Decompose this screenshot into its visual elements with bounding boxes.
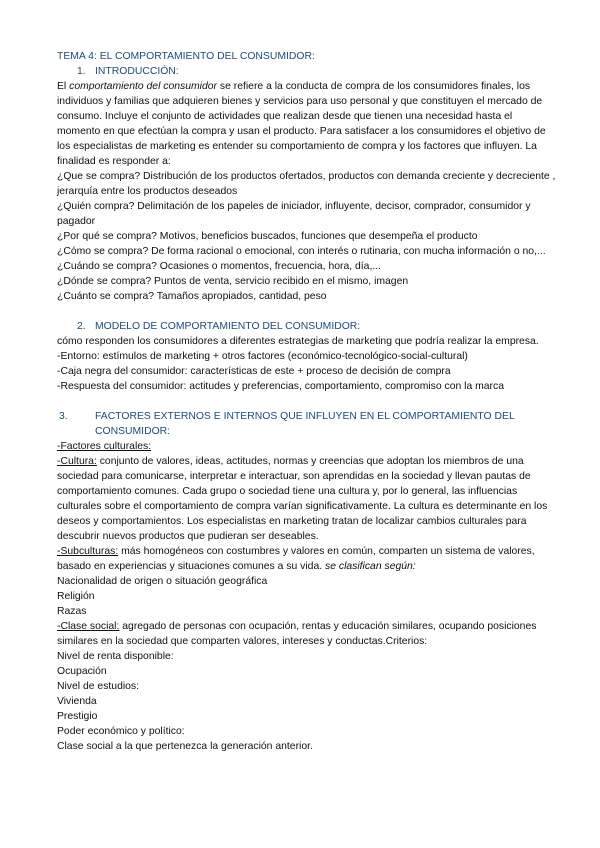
question-cuando: ¿Cuándo se compra? Ocasiones o momentos, frecuencia, hora, día,...: [57, 261, 382, 272]
intro-pre: El: [57, 81, 70, 92]
criterio-item: Vivienda: [57, 696, 97, 707]
subcultura-item: Razas: [57, 606, 87, 617]
section-2-heading: [57, 319, 557, 334]
criterio-item: Poder económico y político:: [57, 726, 185, 737]
document-page: [57, 49, 557, 754]
intro-italic-term: comportamiento del consumidor: [69, 81, 217, 92]
criterio-item: Nivel de estudios:: [57, 681, 140, 692]
criterio-item: Nivel de renta disponible:: [57, 651, 174, 662]
model-caja-negra: -Caja negra del consumidor: características de este + proceso de decisión de compra: [57, 366, 451, 377]
subculturas-paragraph: [57, 544, 557, 574]
section-1-heading: [57, 64, 557, 79]
cultura-label: -Cultura:: [57, 456, 97, 467]
cultura-text: conjunto de valores, ideas, actitudes, normas y creencias que adoptan los miembros de una sociedad para comunicarse, interpretar e interactuar, son aprendidas en la sociedad y llevan pautas de comportamiento comunes. Cada grupo o sociedad tiene una cultura y, por lo general, las influencias culturales sobre el comportamiento de compra varían significativamente. La cultura es determinante en los deseos y comportamientos. Los especialistas en marketing tratan de localizar cambios culturales para descubrir nuevos productos que pudieran ser deseables.: [57, 456, 548, 542]
factores-culturales-label: -Factores culturales:: [57, 441, 152, 452]
document-title: TEMA 4: EL COMPORTAMIENTO DEL CONSUMIDOR:: [57, 51, 315, 62]
section-3-number: 3.: [59, 411, 68, 422]
subcultura-item: Nacionalidad de origen o situación geográfica: [57, 576, 268, 587]
model-paragraph: cómo responden los consumidores a diferentes estrategias de marketing que podría realizar la empresa.: [57, 336, 539, 347]
section-1-title: INTRODUCCIÓN:: [95, 66, 179, 77]
section-2-title: MODELO DE COMPORTAMIENTO DEL CONSUMIDOR:: [95, 321, 361, 332]
intro-paragraph: [57, 79, 557, 169]
subcultura-item: Religión: [57, 591, 95, 602]
question-cuanto: ¿Cuánto se compra? Tamaños apropiados, cantidad, peso: [57, 291, 327, 302]
criterio-item: Prestigio: [57, 711, 98, 722]
model-respuesta: -Respuesta del consumidor: actitudes y preferencias, comportamiento, compromiso con la marca: [57, 381, 504, 392]
criterio-item: Clase social a la que pertenezca la generación anterior.: [57, 741, 313, 752]
subculturas-label: -Subculturas:: [57, 546, 119, 557]
clase-social-paragraph: [57, 619, 557, 649]
clase-social-text: agregado de personas con ocupación, rentas y educación similares, ocupando posiciones similares en la sociedad que comparten valores, intereses y conductas.Criterios:: [57, 621, 537, 647]
section-2-number: 2.: [77, 321, 86, 332]
model-entorno: -Entorno: estímulos de marketing + otros factores (económico-tecnológico-social-cultural): [57, 351, 468, 362]
cultura-paragraph: [57, 454, 557, 544]
criterio-item: Ocupación: [57, 666, 107, 677]
section-3-title: FACTORES EXTERNOS E INTERNOS QUE INFLUYEN EN EL COMPORTAMIENTO DEL CONSUMIDOR:: [95, 411, 515, 437]
subculturas-text: más homogéneos con costumbres y valores en común, comparten un sistema de valores, basado en experiencias y situaciones comunes a su vida.: [57, 546, 535, 572]
question-por-que: ¿Por qué se compra? Motivos, beneficios buscados, funciones que desempeña el producto: [57, 231, 478, 242]
question-donde: ¿Dónde se compra? Puntos de venta, servicio recibido en el mismo, imagen: [57, 276, 409, 287]
question-como: ¿Cómo se compra? De forma racional o emocional, con interés o rutinaria, con mucha información o no,...: [57, 246, 546, 257]
subculturas-italic: se clasifican según:: [325, 561, 416, 572]
section-1-number: 1.: [77, 66, 86, 77]
question-que: ¿Que se compra? Distribución de los productos ofertados, productos con demanda creciente y decreciente , jerarquía entre los productos deseados: [57, 171, 556, 197]
section-3-heading: [57, 409, 557, 439]
intro-body: se refiere a la conducta de compra de los consumidores finales, los individuos y familias que adquieren bienes y servicios para uso personal y que constituyen el mercado de consumo. Incluye el conjunto de actividades que realizan desde que tienen una necesidad hasta el momento en que efectúan la compra y usan el producto. Para satisfacer a los consumidores el objetivo de los especialistas de marketing es entender su comportamiento de compra y los factores que influyen. La finalidad es responder a:: [57, 81, 546, 167]
question-quien: ¿Quién compra? Delimitación de los papeles de iniciador, influyente, decisor, comprador, consumidor y pagador: [57, 201, 531, 227]
clase-social-label: -Clase social:: [57, 621, 120, 632]
